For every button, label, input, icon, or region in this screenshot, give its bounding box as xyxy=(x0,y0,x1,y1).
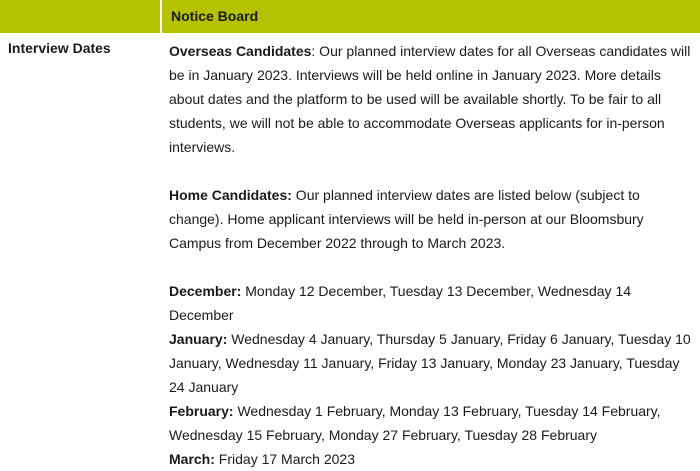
notice-board-title: Notice Board xyxy=(171,8,259,24)
home-candidates-text: Our planned interview dates are listed below (subject to change). Home applicant interviews will be held in-person at our Bloomsbury Campus from December 2022 through to March 2023. xyxy=(169,187,644,251)
home-candidates-paragraph xyxy=(169,183,697,255)
notice-board-header xyxy=(0,0,700,33)
interview-dates-label: Interview Dates xyxy=(8,40,111,56)
march-text: Friday 17 March 2023 xyxy=(214,451,355,467)
march-label: March: xyxy=(169,451,215,467)
january-text: Wednesday 4 January, Thursday 5 January, Friday 6 January, Tuesday 10 January, Wednesday 11 January, Friday 13 January, Monday 23 January, Tuesday 24 January xyxy=(169,331,691,395)
february-label: February: xyxy=(169,403,234,419)
home-candidates-heading: Home Candidates: xyxy=(169,187,292,203)
december-dates xyxy=(169,279,697,327)
january-dates xyxy=(169,327,697,399)
overseas-candidates-paragraph xyxy=(169,39,697,159)
overseas-candidates-text: : Our planned interview dates for all Overseas candidates will be in January 2023. Interviews will be held online in January 2023. More details about dates and the platform to be used will be available shortly. To be fair to all students, we will not be able to accommodate Overseas applicants for in-person interviews. xyxy=(169,43,691,155)
overseas-candidates-heading: Overseas Candidates xyxy=(169,43,312,59)
december-label: December: xyxy=(169,283,242,299)
february-dates xyxy=(169,399,697,447)
paragraph-spacer xyxy=(169,159,697,183)
header-column-divider xyxy=(160,0,162,33)
paragraph-spacer xyxy=(169,255,697,279)
february-text: Wednesday 1 February, Monday 13 February, Tuesday 14 February, Wednesday 15 February, Monday 27 February, Tuesday 28 February xyxy=(169,403,661,443)
interview-dates-content xyxy=(169,39,697,471)
december-text: Monday 12 December, Tuesday 13 December, Wednesday 14 December xyxy=(169,283,632,323)
january-label: January: xyxy=(169,331,228,347)
march-dates xyxy=(169,447,697,471)
